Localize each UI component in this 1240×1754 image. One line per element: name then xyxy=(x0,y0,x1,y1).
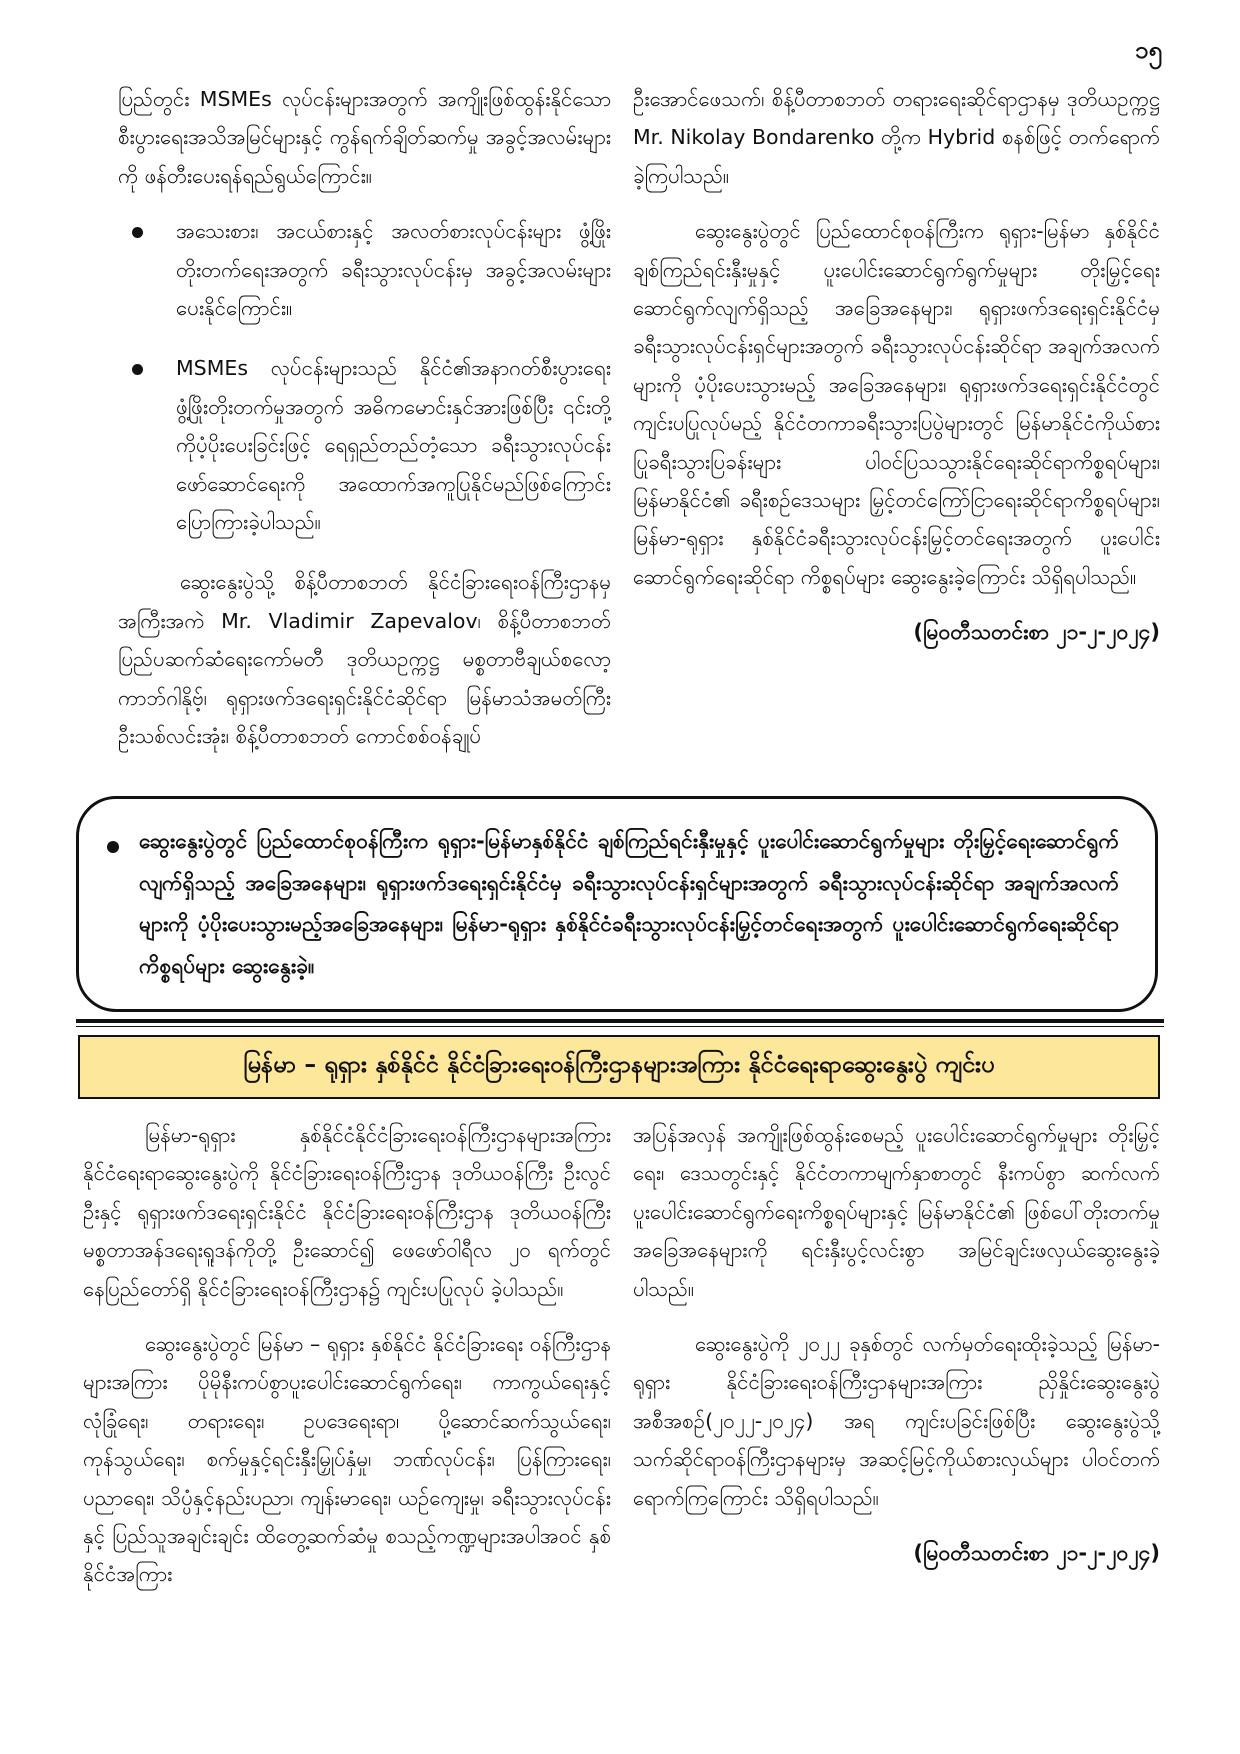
bullet-text: အသေးစား၊ အငယ်စားနှင့် အလတ်စားလုပ်ငန်းများ ဖွံ့ဖြိုးတိုးတက်ရေးအတွက် ခရီးသွားလုပ်ငန်းမှ အခွင့်အလမ်းများပေးနိုင်ကြောင်း။ xyxy=(176,219,611,321)
body-paragraph: ဆွေးနွေးပွဲကို ၂၀၂၂ ခုနှစ်တွင် လက်မှတ်ရေးထိုးခဲ့သည့် မြန်မာ-ရုရှား နိုင်ငံခြားရေးဝန်ကြီးဌာနများအကြား ညှိနှိုင်းဆွေးနွေးပွဲအစီအစဉ်(၂၀၂၂-၂၀၂၄) အရ ကျင်းပခြင်းဖြစ်ပြီး ဆွေးနွေးပွဲသို့ သက်ဆိုင်ရာဝန်ကြီးဌာနများမှ အဆင့်မြင့်ကိုယ်စားလှယ်များ ပါဝင်တက်ရောက်ကြကြောင်း သိရှိရပါသည်။ xyxy=(633,1332,1160,1510)
body-paragraph: ဆွေးနွေးပွဲတွင် ပြည်ထောင်စုဝန်ကြီးက ရုရှား-မြန်မာ နှစ်နိုင်ငံချစ်ကြည်ရင်းနှီးမှုနှင့် ပူးပေါင်းဆောင်ရွက်ရွက်မှုများ တိုးမြှင့်ရေးဆောင်ရွက်လျက်ရှိသည့် အခြေအနေများ၊ ရုရှားဖက်ဒရေးရှင်းနိုင်ငံမှ ခရီးသွားလုပ်ငန်းရှင်များအတွက် ခရီးသွားလုပ်ငန်းဆိုင်ရာ အချက်အလက်များကို ပံ့ပိုးပေးသွားမည့် အခြေအနေများ၊ ရုရှားဖက်ဒရေးရှင်းနိုင်ငံတွင် ကျင်းပပြုလုပ်မည့် နိုင်ငံတကာခရီးသွားပြပွဲများတွင် မြန်မာနိုင်ငံကိုယ်စားပြုခရီးသွားပြခန်းများ ပါဝင်ပြသသွားနိုင်ရေးဆိုင်ရာကိစ္စရပ်များ၊ မြန်မာနိုင်ငံ၏ ခရီးစဉ်ဒေသများ မြှင့်တင်ကြော်ငြာရေးဆိုင်ရာကိစ္စရပ်များ၊ မြန်မာ-ရုရှား နှစ်နိုင်ငံခရီးသွားလုပ်ငန်းမြှင့်တင်ရေးအတွက် ပူးပေါင်းဆောင်ရွက်ရေးဆိုင်ရာ ကိစ္စရပ်များ ဆွေးနွေးခဲ့ကြောင်း သိရှိရပါသည်။ xyxy=(633,219,1160,589)
highlight-text: ဆွေးနွေးပွဲတွင် ပြည်ထောင်စုဝန်ကြီးက ရုရှား-မြန်မာနှစ်နိုင်ငံ ချစ်ကြည်ရင်းနှီးမှုနှင့် ပူးပေါင်းဆောင်ရွက်မှုများ တိုးမြှင့်ရေးဆောင်ရွက်လျက်ရှိသည့် အခြေအနေများ၊ ရုရှားဖက်ဒရေးရှင်းနိုင်ငံမှ ခရီးသွားလုပ်ငန်းရှင်များအတွက် ခရီးသွားလုပ်ငန်းဆိုင်ရာ အချက်အလက်များကို ပံ့ပိုးပေးသွားမည့်အခြေအနေများ၊ မြန်မာ-ရုရှား နှစ်နိုင်ငံခရီးသွားလုပ်ငန်းမြှင့်တင်ရေးအတွက် ပူးပေါင်းဆောင်ရွက်ရေးဆိုင်ရာကိစ္စရပ်များ ဆွေးနွေးခဲ့။ xyxy=(139,829,1119,978)
bullet-dot-icon xyxy=(132,227,143,238)
bullet-dot-icon xyxy=(107,841,119,853)
article-headline xyxy=(78,1035,1160,1099)
article-continuation-left-column xyxy=(118,80,611,773)
section-divider-thin xyxy=(76,1026,1164,1027)
bullet-text: MSMEs လုပ်ငန်းများသည် နိုင်ငံ၏အနာဂတ်စီးပွားရေး ဖွံ့ဖြိုးတိုးတက်မှုအတွက် အဓိကမောင်းနှင်အားဖြစ်ပြီး ၎င်းတို့ကိုပံ့ပိုးပေးခြင်းဖြင့် ရေရှည်တည်တံ့သော ခရီးသွားလုပ်ငန်းဖော်ဆောင်ရေးကို အထောက်အကူပြုနိုင်မည်ဖြစ်ကြောင်း ပြောကြားခဲ့ပါသည်။ xyxy=(176,356,611,535)
section-divider xyxy=(76,1019,1164,1023)
intro-paragraph: ပြည်တွင်း MSMEs လုပ်ငန်းများအတွက် အကျိုးဖြစ်ထွန်းနိုင်သော စီးပွားရေးအသိအမြင်များနှင့် ကွန်ရက်ချိတ်ဆက်မှု အခွင့်အလမ်းများကို ဖန်တီးပေးရန်ရည်ရွယ်ကြောင်း။ xyxy=(118,87,611,188)
body-paragraph: မြန်မာ-ရုရှား နှစ်နိုင်ငံနိုင်ငံခြားရေးဝန်ကြီးဌာနများအကြား နိုင်ငံရေးရာဆွေးနွေးပွဲကို နိုင်ငံခြားရေးဝန်ကြီးဌာန ဒုတိယဝန်ကြီး ဦးလွင်ဦးနှင့် ရုရှားဖက်ဒရေးရှင်းနိုင်ငံ နိုင်ငံခြားရေးဝန်ကြီးဌာန ဒုတိယဝန်ကြီး မစ္စတာအန်ဒရေးရူဒန်ကိုတို့ ဦးဆောင်၍ ဖေဖော်ဝါရီလ ၂၀ ရက်တွင် နေပြည်တော်ရှိ နိုင်ငံခြားရေးဝန်ကြီးဌာန၌ ကျင်းပပြုလုပ် ခဲ့ပါသည်။ xyxy=(83,1123,611,1301)
news-source: (မြဝတီသတင်းစာ ၂၁-၂-၂၀၂၄) xyxy=(913,620,1160,645)
continuation-paragraph: ဦးအောင်ဖေသက်၊ စိန့်ပီတာစဘတ် တရားရေးဆိုင်ရာဌာနမှ ဒုတိယဥက္ကဋ္ဌ Mr. Nikolay Bondarenko တို့က Hybrid စနစ်ဖြင့် တက်ရောက်ခဲ့ကြပါသည်။ xyxy=(633,87,1160,188)
page-number: ၁၅ xyxy=(1135,36,1162,64)
article-continuation-right-column xyxy=(633,80,1160,652)
bullet-item xyxy=(118,212,611,327)
body-paragraph: ဆွေးနွေးပွဲတွင် မြန်မာ – ရုရှား နှစ်နိုင်ငံ နိုင်ငံခြားရေး ဝန်ကြီးဌာနများအကြား ပိုမိုနီးကပ်စွာပူးပေါင်းဆောင်ရွက်ရေး၊ ကာကွယ်ရေးနှင့် လုံခြုံရေး၊ တရားရေး၊ ဥပဒေရေးရာ၊ ပို့ဆောင်ဆက်သွယ်ရေး၊ ကုန်သွယ်ရေး၊ စက်မှုနှင့်ရင်းနှီးမြှုပ်နှံမှု၊ ဘဏ်လုပ်ငန်း၊ ပြန်ကြားရေး၊ ပညာရေး၊ သိပ္ပံနှင့်နည်းပညာ၊ ကျန်းမာရေး၊ ယဉ်ကျေးမှု၊ ခရီးသွားလုပ်ငန်းနှင့် ပြည်သူအချင်းချင်း ထိတွေ့ဆက်ဆံမှု စသည့်ကဏ္ဍများအပါအဝင် နှစ်နိုင်ငံအကြား xyxy=(83,1332,611,1587)
bullet-list xyxy=(118,212,611,541)
continuation-paragraph: အပြန်အလှန် အကျိုးဖြစ်ထွန်းစေမည့် ပူးပေါင်းဆောင်ရွက်မှုများ တိုးမြှင့်ရေး၊ ဒေသတွင်းနှင့် နိုင်ငံတကာမျက်နှာစာတွင် နီးကပ်စွာ ဆက်လက်ပူးပေါင်းဆောင်ရွက်ရေးကိစ္စရပ်များနှင့် မြန်မာနိုင်ငံ၏ ဖြစ်ပေါ်တိုးတက်မှုအခြေအနေများကို ရင်းနှီးပွင့်လင်းစွာ အမြင်ချင်းဖလှယ်ဆွေးနွေးခဲ့ပါသည်။ xyxy=(633,1123,1160,1301)
bullet-item xyxy=(118,349,611,541)
article-left-column xyxy=(83,1116,611,1611)
bullet-dot-icon xyxy=(132,364,143,375)
body-paragraph: ဆွေးနွေးပွဲသို့ စိန့်ပီတာစဘတ် နိုင်ငံခြားရေးဝန်ကြီးဌာနမှ အကြီးအကဲ Mr. Vladimir Zapevalov၊ စိန့်ပီတာစဘတ် ပြည်ပဆက်ဆံရေးကော်မတီ ဒုတိယဥက္ကဋ္ဌ မစ္စတာဗီချယ်စလော့ ကာဘ်ဂါနိုဗ့်၊ ရုရှားဖက်ဒရေးရှင်းနိုင်ငံဆိုင်ရာ မြန်မာသံအမတ်ကြီး ဦးသစ်လင်းအုံး၊ စိန့်ပီတာစဘတ် ကောင်စစ်ဝန်ချုပ် xyxy=(118,570,611,749)
headline-text: မြန်မာ – ရုရှား နှစ်နိုင်ငံ နိုင်ငံခြားရေးဝန်ကြီးဌာနများအကြား နိုင်ငံရေးရာဆွေးနွေးပွဲ ကျင်းပ xyxy=(243,1050,995,1078)
highlight-box xyxy=(76,796,1158,1012)
article-right-column xyxy=(633,1116,1160,1572)
news-source: (မြဝတီသတင်းစာ ၂၁-၂-၂၀၂၄) xyxy=(913,1541,1160,1566)
